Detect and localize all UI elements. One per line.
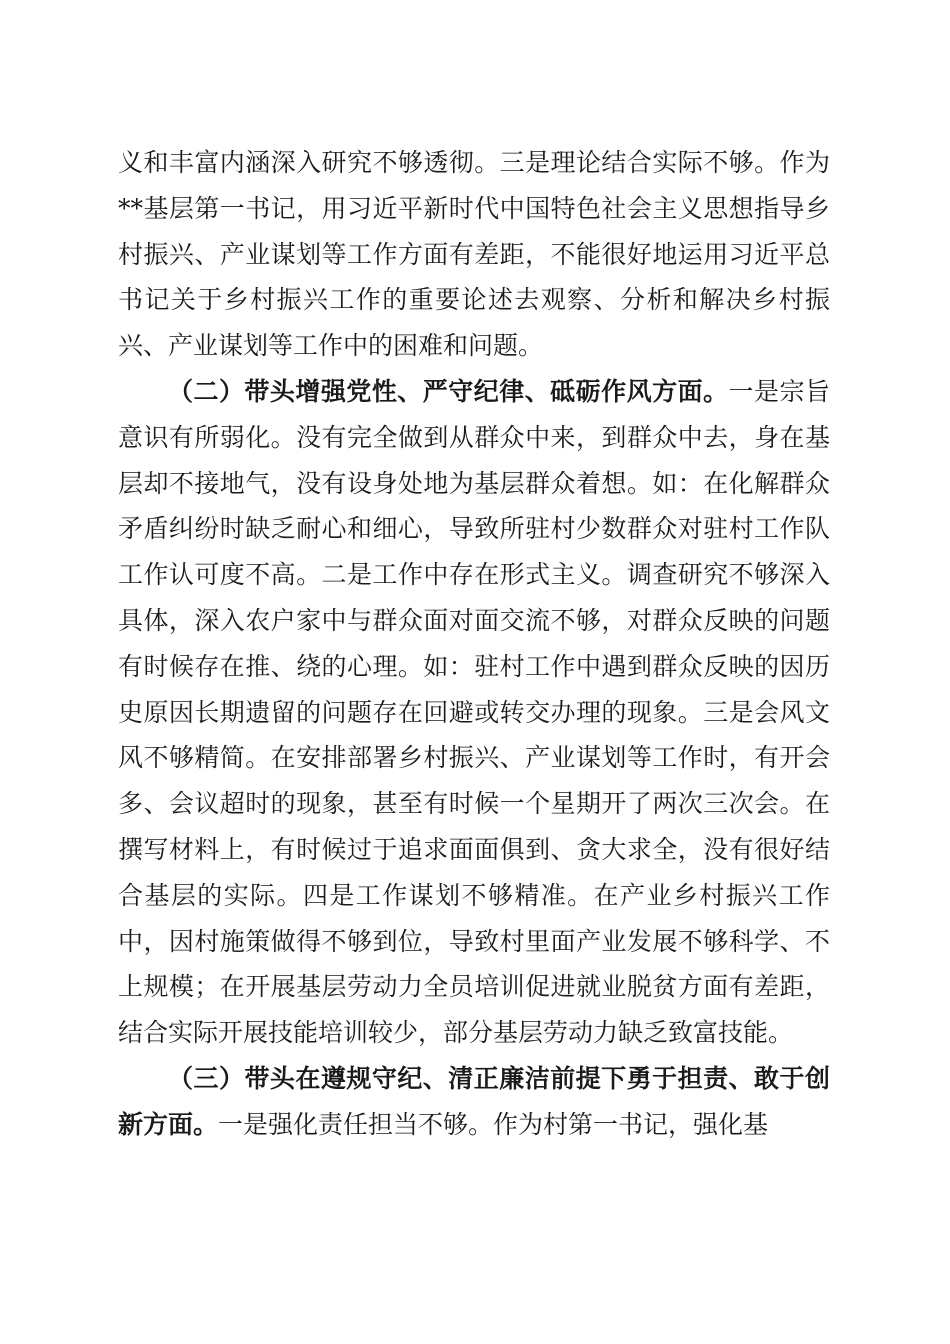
section-heading-2: （二）带头增强党性、严守纪律、砥砺作风方面。 <box>168 376 729 406</box>
paragraph-1 <box>118 140 830 369</box>
paragraph-3-body: 一是强化责任担当不够。作为村第一书记，强化基 <box>218 1109 769 1139</box>
paragraph-2 <box>118 369 830 1056</box>
paragraph-1-body: 义和丰富内涵深入研究不够透彻。三是理论结合实际不够。作为**基层第一书记，用习近平新时代中国特色社会主义思想指导乡村振兴、产业谋划等工作方面有差距，不能很好地运用习近平总书记关于乡村振兴工作的重要论述去观察、分析和解决乡村振兴、产业谋划等工作中的困难和问题。 <box>118 148 830 361</box>
paragraph-2-body: 一是宗旨意识有所弱化。没有完全做到从群众中来，到群众中去，身在基层却不接地气，没有设身处地为基层群众着想。如：在化解群众矛盾纠纷时缺乏耐心和细心，导致所驻村少数群众对驻村工作队工作认可度不高。二是工作中存在形式主义。调查研究不够深入具体，深入农户家中与群众面对面交流不够，对群众反映的问题有时候存在推、绕的心理。如：驻村工作中遇到群众反映的因历史原因长期遗留的问题存在回避或转交办理的现象。三是会风文风不够精简。在安排部署乡村振兴、产业谋划等工作时，有开会多、会议超时的现象，甚至有时候一个星期开了两次三次会。在撰写材料上，有时候过于追求面面俱到、贪大求全，没有很好结合基层的实际。四是工作谋划不够精准。在产业乡村振兴工作中，因村施策做得不够到位，导致村里面产业发展不够科学、不上规模；在开展基层劳动力全员培训促进就业脱贫方面有差距，结合实际开展技能培训较少，部分基层劳动力缺乏致富技能。 <box>118 376 830 1048</box>
section-heading-3: （三）带头在遵规守纪、清正廉洁前提下勇于担责、敢于创新方面。 <box>118 1063 830 1139</box>
paragraph-3 <box>118 1056 830 1148</box>
document-body <box>118 140 830 1148</box>
